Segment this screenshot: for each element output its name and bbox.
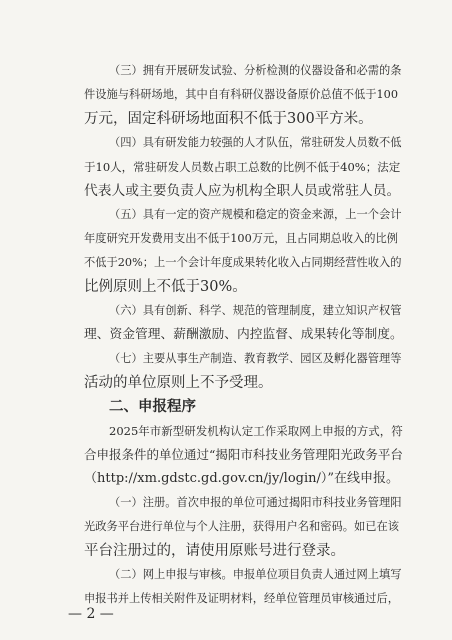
paragraph-3-line-2: 件设施与科研场地，其中自有科研仪器设备原价总值不低于100	[84, 88, 398, 101]
paragraph-5-line-2: 年度研究开发费用支出不低于100万元，且占同期总收入的比例	[84, 232, 398, 245]
online-review-line-2: 申报书并上传相关附件及证明材料，经单位管理员审核通过后，	[84, 592, 400, 605]
paragraph-7-line-2: 活动的单位原则上不予受理。	[84, 375, 273, 391]
paragraph-4-line-1: （四）具有研发能力较强的人才队伍，常驻研发人员数不低	[109, 136, 402, 149]
register-line-2: 光政务平台进行单位与个人注册，获得用户名和密码。如已在该	[84, 520, 400, 533]
procedure-line-2: 合申报条件的单位通过“揭阳市科技业务管理阳光政务平台	[84, 447, 403, 462]
register-line-1: （一）注册。首次申报的单位可通过揭阳市科技业务管理阳	[109, 496, 402, 509]
paragraph-5-line-3: 不低于20%；上一个会计年度成果转化收入占同期经营性收入的	[84, 256, 402, 269]
paragraph-7-line-1: （七）主要从事生产制造、教育教学、园区及孵化器管理等	[109, 352, 402, 365]
procedure-line-3: （http://xm.gdstc.gd.gov.cn/jy/login/）”在线申报。	[84, 471, 400, 486]
paragraph-4-line-2: 于10人，常驻研发人员数占职工总数的比例不低于40%；法定	[84, 160, 401, 174]
paragraph-3-line-3: 万元，固定科研场地面积不低于300平方米。	[84, 111, 373, 127]
section-heading: 二、申报程序	[109, 399, 196, 415]
procedure-line-1: 2025年市新型研发机构认定工作采取网上申报的方式，符	[109, 424, 403, 438]
paragraph-5-line-4: 比例原则上不低于30%。	[84, 279, 247, 295]
paragraph-3-line-1: （三）拥有开展研发试验、分析检测的仪器设备和必需的条	[109, 64, 402, 77]
paragraph-4-line-3: 代表人或主要负责人应为机构全职人员或常驻人员。	[84, 183, 401, 199]
page-number: — 2 —	[68, 606, 114, 622]
register-line-3: 平台注册过的，请使用原账号进行登录。	[84, 543, 345, 559]
paragraph-6-line-2: 理、资金管理、薪酬激励、内控监督、成果转化等制度。	[84, 327, 403, 342]
paragraph-5-line-1: （五）具有一定的资产规模和稳定的资金来源，上一个会计	[109, 208, 402, 221]
paragraph-6-line-1: （六）具有创新、科学、规范的管理制度，建立知识产权管	[109, 304, 402, 317]
online-review-line-1: （二）网上申报与审核。申报单位项目负责人通过网上填写	[109, 568, 402, 581]
